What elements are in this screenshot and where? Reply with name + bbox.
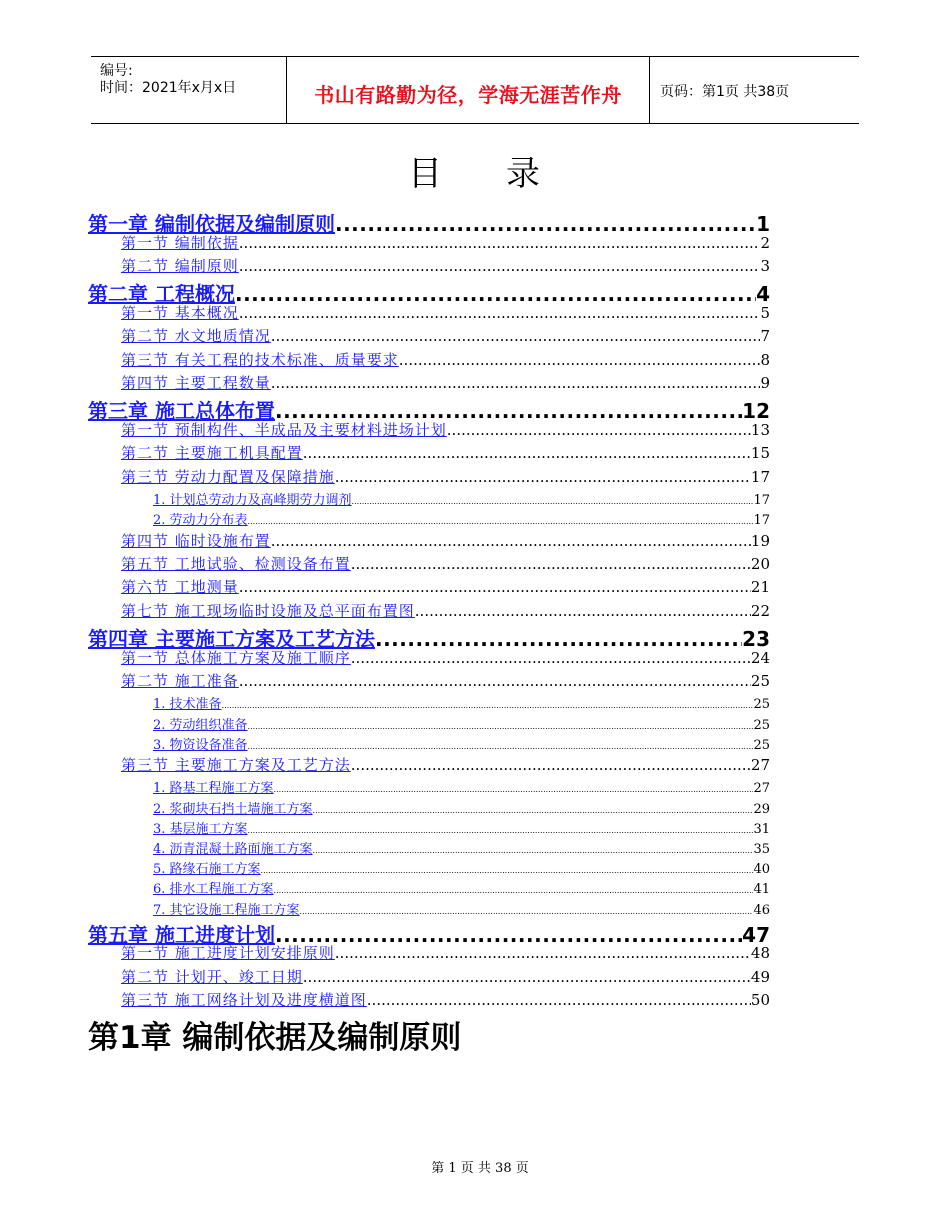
toc-leader-dots: [261, 866, 754, 875]
toc-entry-level2: [121, 302, 770, 323]
toc-leader-dots: [248, 722, 754, 731]
chapter-heading: 第1章 编制依据及编制原则: [88, 1020, 462, 1056]
toc-entry-level2: [121, 670, 770, 691]
toc-title: [0, 146, 950, 195]
document-number-label: 编号:: [100, 63, 133, 79]
toc-page-number: 7: [760, 327, 770, 346]
toc-page-number: 41: [753, 882, 770, 898]
toc-entry-level2: [121, 754, 770, 775]
toc-link[interactable]: 1. 路基工程施工方案: [153, 781, 274, 797]
toc-link[interactable]: 第六节 工地测量: [121, 578, 239, 597]
toc-page-number: 21: [750, 578, 770, 597]
toc-leader-dots: [313, 806, 754, 815]
toc-page-number: 19: [750, 531, 770, 550]
toc-leader-dots: [274, 785, 754, 794]
toc-leader-dots: [415, 602, 751, 620]
toc-page-number: 47: [742, 922, 770, 947]
document-time-label: 时间：2021年x月x日: [100, 80, 237, 96]
toc-link[interactable]: 第五节 工地试验、检测设备布置: [121, 554, 351, 573]
toc-leader-dots: [274, 886, 754, 895]
toc-leader-dots: [313, 846, 754, 855]
toc-leader-dots: [248, 517, 754, 526]
page-footer: 第 1 页 共 38 页: [431, 1161, 529, 1176]
toc-link[interactable]: 第三节 劳动力配置及保障措施: [121, 467, 335, 486]
toc-link[interactable]: 第一节 基本概况: [121, 303, 239, 322]
toc-leader-dots: [239, 672, 751, 690]
toc-entry-level3: [153, 509, 770, 528]
toc-link[interactable]: 第一节 编制依据: [121, 233, 239, 252]
toc-page-number: 27: [753, 781, 770, 797]
toc-leader-dots: [367, 991, 751, 1009]
toc-leader-dots: [447, 421, 751, 439]
toc-page-number: 25: [753, 737, 770, 753]
toc-page-number: 46: [753, 902, 770, 918]
toc-entry-level2: [121, 442, 770, 463]
toc-title-char-2: 录: [506, 154, 542, 194]
toc-page-number: 35: [753, 842, 770, 857]
toc-link[interactable]: 第一节 施工进度计划安排原则: [121, 944, 335, 963]
toc-page-number: 25: [753, 717, 770, 733]
toc-page-number: 1: [756, 212, 770, 236]
toc-title-char-1: 目: [408, 154, 444, 194]
toc-page-number: 27: [750, 756, 770, 774]
toc-leader-dots: [271, 532, 751, 550]
toc-leader-dots: [239, 234, 761, 252]
toc-link[interactable]: 第四节 主要工程数量: [121, 374, 271, 392]
toc-leader-dots: [248, 826, 754, 835]
toc-page-number: 31: [753, 821, 770, 837]
toc-leader-dots: [239, 257, 761, 275]
toc-page-number: 25: [753, 697, 770, 713]
toc-page-number: 49: [750, 967, 770, 986]
toc-leader-dots: [300, 907, 754, 916]
toc-page-number: 4: [756, 282, 770, 307]
toc-leader-dots: [351, 555, 751, 573]
toc-page-number: 50: [750, 991, 770, 1010]
toc-entry-level2: [121, 553, 770, 574]
toc-leader-dots: [303, 444, 751, 462]
header-page-info: 页码：第1页 共38页: [660, 84, 790, 100]
toc-link[interactable]: 第五章 施工进度计划: [88, 922, 275, 947]
toc-link[interactable]: 第四章 主要施工方案及工艺方法: [88, 627, 375, 652]
toc-link[interactable]: 第四节 临时设施布置: [121, 531, 271, 550]
toc-page-number: 12: [742, 399, 770, 424]
toc-entry-level3: [153, 714, 770, 733]
toc-entry-level3: [153, 818, 770, 837]
toc-link[interactable]: 1. 计划总劳动力及高峰期劳力调剂: [153, 493, 352, 509]
toc-link[interactable]: 第三节 主要施工方案及工艺方法: [121, 756, 351, 774]
header-motto: 书山有路勤为径，学海无涯苦作舟: [314, 83, 622, 107]
toc-entry-level3: [153, 878, 770, 897]
toc-leader-dots: [351, 649, 751, 667]
toc-entry-level2: [121, 232, 770, 253]
toc-page-number: 13: [750, 420, 770, 439]
toc-link[interactable]: 3. 基层施工方案: [153, 821, 248, 837]
document-header: [91, 56, 859, 124]
toc-link[interactable]: 1. 技术准备: [153, 697, 222, 713]
toc-link[interactable]: 第二节 施工准备: [121, 672, 239, 690]
toc-leader-dots: [303, 968, 751, 986]
toc-entry-level3: [153, 693, 770, 712]
toc-entry-level2: [121, 989, 770, 1010]
toc-link[interactable]: 2. 浆砌块石挡土墙施工方案: [153, 801, 313, 817]
toc-link[interactable]: 第二节 水文地质情况: [121, 327, 271, 346]
toc-entry-level2: [121, 600, 770, 621]
toc-page-number: 25: [750, 672, 770, 690]
header-motto-cell: [287, 57, 650, 123]
toc-page-number: 9: [760, 374, 770, 392]
toc-link[interactable]: 2. 劳动组织准备: [153, 717, 248, 733]
toc-link[interactable]: 第一节 总体施工方案及施工顺序: [121, 648, 351, 667]
toc-page-number: 17: [753, 513, 770, 529]
toc-page-number: 23: [742, 627, 770, 652]
header-page-cell: [650, 57, 859, 123]
toc-entry-level3: [153, 899, 770, 918]
toc-page-number: 17: [753, 493, 770, 509]
toc-leader-dots: [335, 468, 751, 486]
toc-leader-dots: [248, 742, 754, 751]
toc-entry-level2: [121, 966, 770, 987]
toc-link[interactable]: 5. 路缘石施工方案: [153, 862, 261, 878]
toc-leader-dots: [351, 756, 751, 774]
toc-page-number: 48: [750, 944, 770, 963]
toc-link[interactable]: 第三章 施工总体布置: [88, 399, 275, 424]
toc-link[interactable]: 3. 物资设备准备: [153, 737, 248, 753]
toc-leader-dots: [239, 304, 761, 322]
header-info-cell: [91, 57, 287, 123]
toc-page-number: 22: [750, 601, 770, 620]
toc-page-number: 3: [760, 256, 770, 275]
toc-leader-dots: [271, 327, 761, 345]
toc-entry-level2: [121, 372, 770, 393]
toc-entry-level2: [121, 530, 770, 551]
toc-leader-dots: [335, 944, 751, 962]
toc-leader-dots: [239, 578, 751, 596]
toc-link[interactable]: 第三节 施工网络计划及进度横道图: [121, 991, 367, 1010]
toc-page-number: 24: [750, 648, 770, 667]
toc-entry-level2: [121, 942, 770, 963]
toc-link[interactable]: 第七节 施工现场临时设施及总平面布置图: [121, 601, 415, 620]
toc-page-number: 8: [760, 350, 770, 369]
toc-entry-level2: [121, 576, 770, 597]
toc-entry-level3: [153, 858, 770, 877]
toc-link[interactable]: 7. 其它设施工程施工方案: [153, 902, 300, 918]
toc-entry-level3: [153, 838, 770, 857]
toc-page-number: 17: [750, 467, 770, 486]
toc-entry-level2: [121, 325, 770, 346]
toc-leader-dots: [352, 497, 754, 506]
toc-link[interactable]: 第二节 编制原则: [121, 256, 239, 275]
toc-link[interactable]: 第二章 工程概况: [88, 282, 235, 307]
toc-link[interactable]: 第二节 计划开、竣工日期: [121, 967, 303, 986]
toc-page-number: 5: [760, 303, 770, 322]
toc-page-number: 40: [753, 862, 770, 878]
toc-entry-level3: [153, 798, 770, 817]
toc-entry-level2: [121, 419, 770, 440]
toc-link[interactable]: 4. 沥青混凝土路面施工方案: [153, 842, 313, 857]
toc-leader-dots: [399, 351, 761, 369]
toc-link[interactable]: 第一章 编制依据及编制原则: [88, 212, 335, 236]
toc-entry-level2: [121, 647, 770, 668]
toc-link[interactable]: 第三节 有关工程的技术标准、质量要求: [121, 350, 399, 369]
toc-leader-dots: [222, 701, 754, 710]
toc-link[interactable]: 6. 排水工程施工方案: [153, 882, 274, 898]
toc-entry-level3: [153, 734, 770, 753]
toc-entry-level2: [121, 466, 770, 487]
toc-page-number: 2: [760, 233, 770, 252]
toc-link[interactable]: 第二节 主要施工机具配置: [121, 444, 303, 463]
toc-page-number: 20: [750, 554, 770, 573]
toc-entry-level2: [121, 349, 770, 370]
toc-page-number: 29: [753, 801, 770, 817]
toc-leader-dots: [271, 374, 761, 392]
toc-link[interactable]: 2. 劳动力分布表: [153, 513, 248, 529]
toc-link[interactable]: 第一节 预制构件、半成品及主要材料进场计划: [121, 420, 447, 439]
toc-entry-level2: [121, 255, 770, 276]
toc-entry-level3: [153, 777, 770, 796]
toc-entry-level3: [153, 489, 770, 508]
toc-page-number: 15: [750, 444, 770, 463]
